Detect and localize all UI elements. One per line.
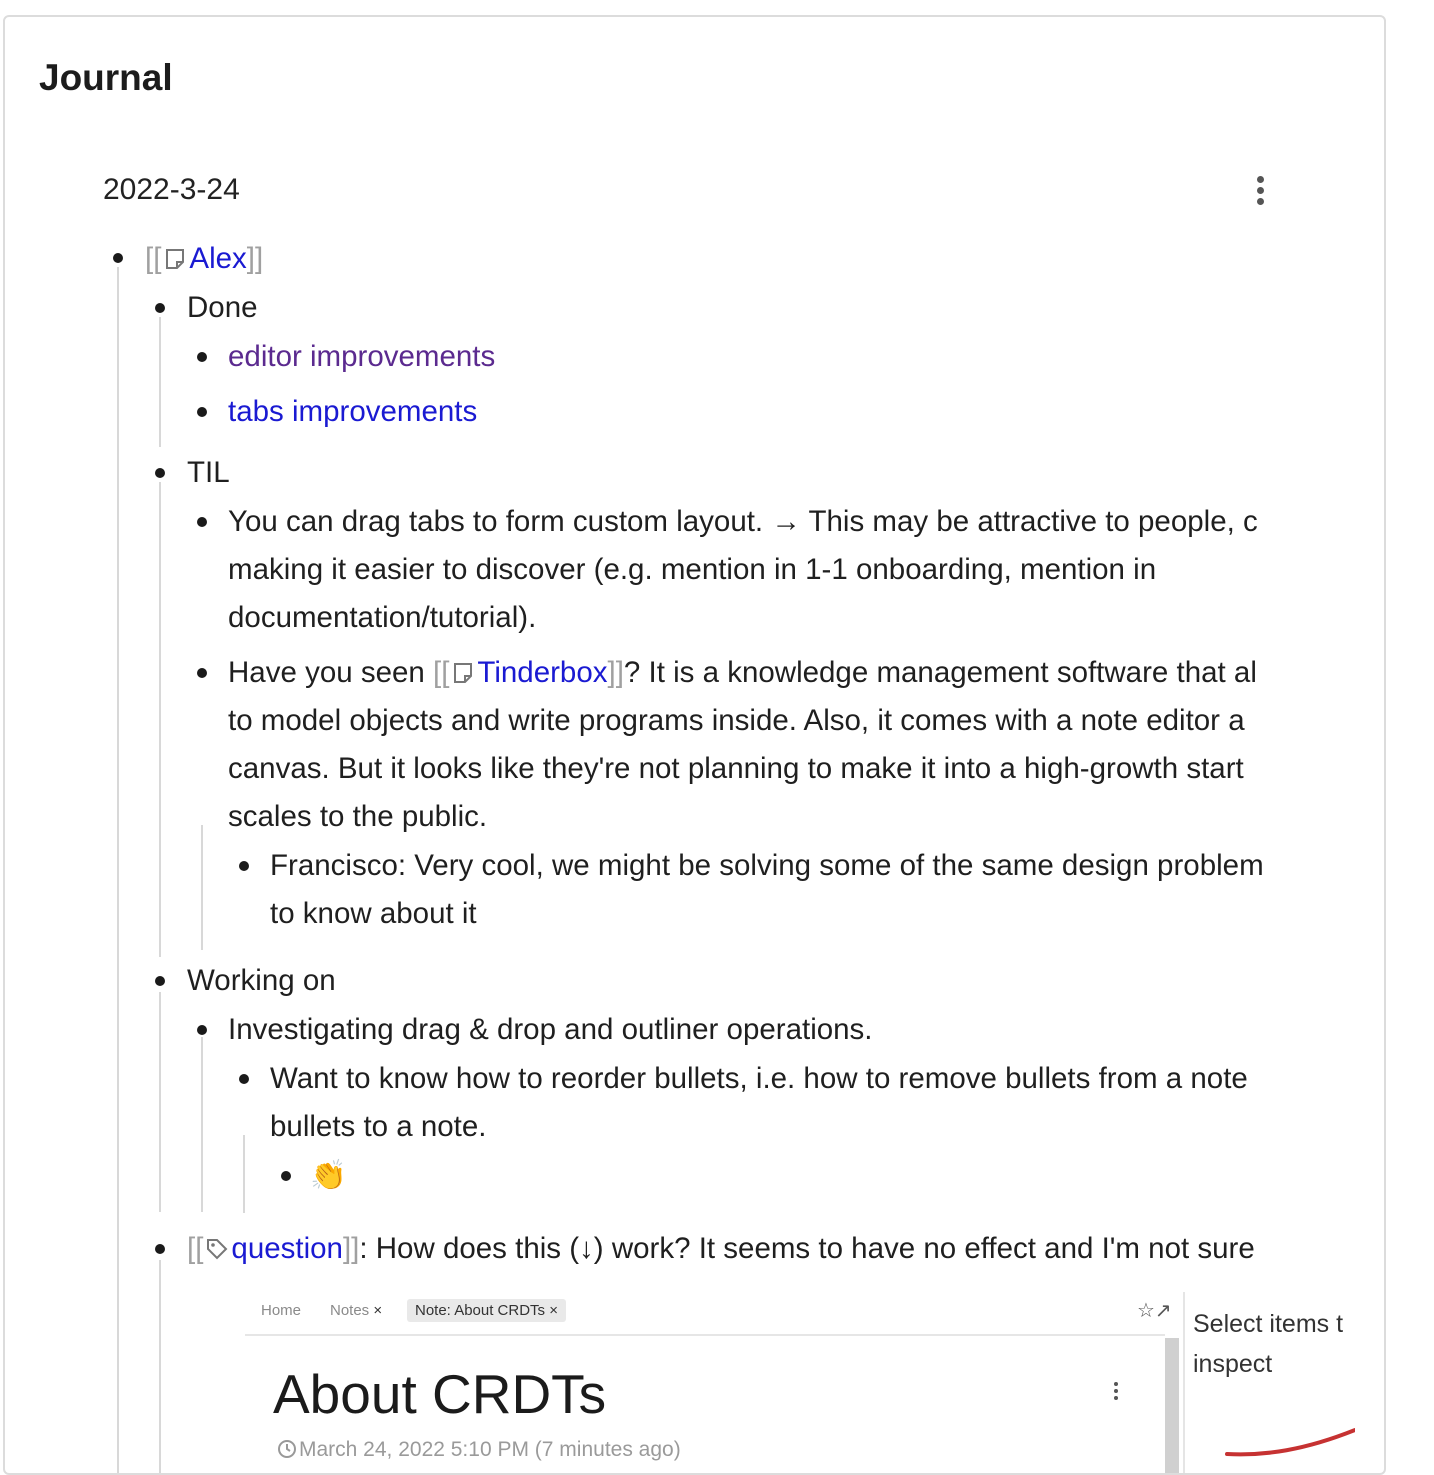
indent-guide (201, 825, 203, 950)
screenshot-divider (1183, 1292, 1185, 1475)
indent-guide (159, 317, 161, 447)
note-icon (163, 247, 187, 271)
list-item-done: Done (187, 291, 258, 324)
til-item-1-line-1: You can drag tabs to form custom layout. → This may be attractive to people, c (228, 505, 1258, 538)
screenshot-title: About CRDTs (273, 1363, 607, 1425)
bullet[interactable] (197, 1025, 207, 1035)
screenshot-date: March 24, 2022 5:10 PM (7 minutes ago) (275, 1438, 681, 1462)
working-sub-line-2: bullets to a note. (270, 1110, 487, 1143)
til-item-2-line-1: Have you seen [[ Tinderbox]]? It is a knowledge management software that al (228, 656, 1257, 689)
bullet[interactable] (197, 352, 207, 362)
question-link[interactable]: question (231, 1232, 343, 1265)
tabs-improvements-link[interactable]: tabs improvements (228, 395, 478, 428)
more-vertical-icon[interactable] (1248, 174, 1272, 208)
bullet[interactable] (197, 517, 207, 527)
inspector-hint: Select items t inspect (1193, 1310, 1344, 1378)
til-item-2-line-4: scales to the public. (228, 800, 488, 833)
indent-guide (159, 482, 161, 957)
list-item-question: [[ question]]: How does this (↓) work? It seems to have no effect and I'm not sure (187, 1232, 1255, 1265)
screenshot-tab-about-crdts: Note: About CRDTs × (407, 1299, 566, 1322)
journal-date: 2022-3-24 (103, 173, 240, 206)
list-item-tabs-improvements (228, 388, 477, 436)
list-item-til: TIL (187, 456, 230, 489)
star-icon: ☆↗ (1137, 1300, 1172, 1322)
reply-line-1: Francisco: Very cool, we might be solving some of the same design problem (270, 849, 1264, 882)
indent-guide (117, 267, 119, 1475)
til-item-1-line-3: documentation/tutorial). (228, 601, 537, 634)
bullet[interactable] (155, 468, 165, 478)
list-item-editor-improvements (228, 333, 495, 381)
list-item-working-on: Working on (187, 964, 336, 997)
working-sub-line-1: Want to know how to reorder bullets, i.e. how to remove bullets from a note (270, 1062, 1248, 1095)
editor-improvements-link[interactable]: editor improvements (228, 340, 496, 373)
more-vertical-icon (1111, 1380, 1121, 1403)
bullet[interactable] (113, 253, 123, 263)
screenshot-tab-bar (245, 1282, 1172, 1336)
embedded-screenshot (245, 1282, 1355, 1475)
bullet[interactable] (281, 1171, 291, 1181)
journal-content (5, 17, 1355, 1475)
til-item-2-line-2: to model objects and write programs inside. Also, it comes with a note editor a (228, 704, 1245, 737)
tag-icon (205, 1237, 229, 1261)
indent-guide (243, 1135, 245, 1213)
alex-link[interactable]: Alex (189, 242, 247, 275)
indent-guide (159, 992, 161, 1212)
bullet[interactable] (197, 668, 207, 678)
close-icon: × (549, 1302, 558, 1319)
note-icon (451, 661, 475, 685)
indent-guide (201, 1037, 203, 1212)
panel-title: Journal (39, 57, 173, 98)
scrollbar (1165, 1338, 1179, 1475)
bullet[interactable] (155, 1244, 165, 1254)
journal-panel (3, 15, 1386, 1475)
reply-line-2: to know about it (270, 897, 477, 930)
red-scribble (1225, 1422, 1355, 1462)
indent-guide (159, 1260, 161, 1475)
clock-icon (277, 1439, 297, 1459)
tinderbox-link[interactable]: Tinderbox (477, 656, 608, 689)
bullet[interactable] (155, 303, 165, 313)
til-item-1-line-2: making it easier to discover (e.g. mention in 1-1 onboarding, mention in (228, 553, 1157, 586)
bullet[interactable] (239, 861, 249, 871)
list-item-alex: [[ Alex]] (145, 242, 264, 275)
bullet[interactable] (155, 976, 165, 986)
screenshot-tab-notes: Notes × (330, 1302, 383, 1319)
bullet[interactable] (239, 1074, 249, 1084)
bullet[interactable] (197, 407, 207, 417)
screenshot-tab-home: Home (261, 1302, 302, 1319)
clap-emoji: 👏 (310, 1159, 347, 1192)
close-icon: × (373, 1302, 383, 1319)
til-item-2-line-3: canvas. But it looks like they're not planning to make it into a high-growth start (228, 752, 1244, 785)
working-item: Investigating drag & drop and outliner operations. (228, 1013, 873, 1046)
